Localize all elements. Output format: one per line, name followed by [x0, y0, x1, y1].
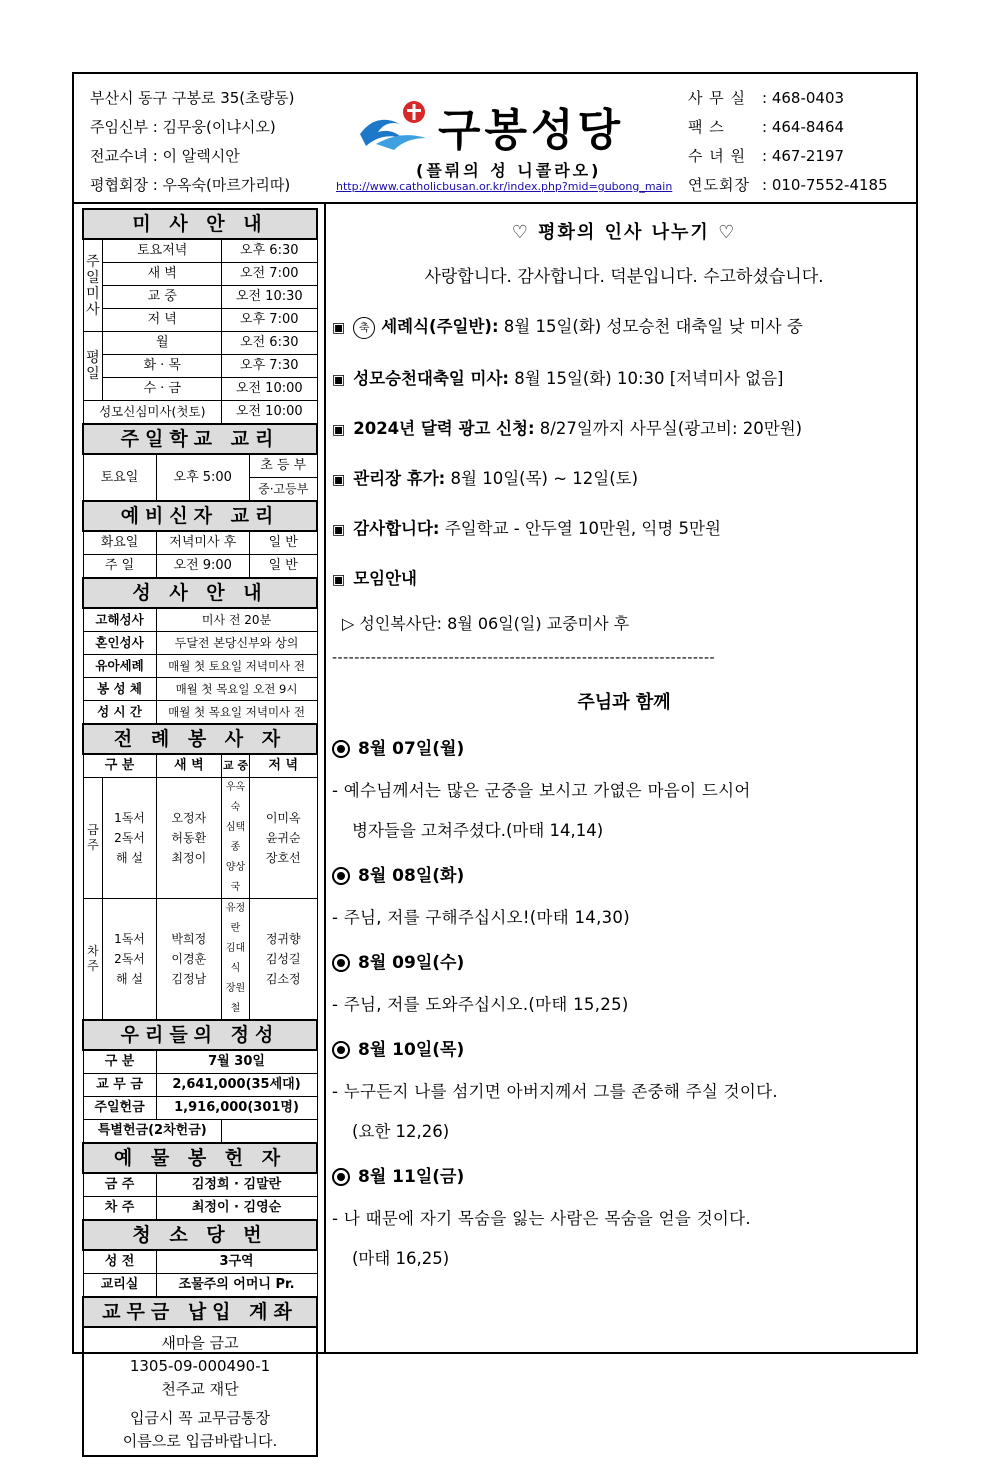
day-heading: 8월 08일(화) — [332, 861, 916, 886]
festival-icon: 축 — [353, 317, 375, 339]
account-box — [82, 1328, 318, 1457]
cleaning-title: 청 소 당 번 — [83, 1220, 317, 1250]
square-bullet-icon: ▣ — [332, 371, 346, 388]
account-title: 교무금 납입 계좌 — [83, 1297, 317, 1327]
church-name: 구봉성당 — [438, 105, 625, 156]
weekday-mass-label: 평일 — [83, 332, 103, 401]
contacts — [688, 84, 888, 200]
sister: 전교수녀 : 이 알렉시안 — [90, 147, 240, 165]
right-column — [332, 208, 916, 1269]
day-heading: 8월 10일(목) — [332, 1035, 916, 1060]
council-president: 평협회장 : 우옥숙(마르가리따) — [90, 176, 291, 194]
servers-roles: 1독서 2독서 해 설 — [103, 778, 156, 899]
announcement-assumption: ▣ 성모승천대축일 미사: 8월 15일(화) 10:30 [저녁미사 없음] — [332, 368, 784, 388]
deposit-note-1: 입금시 꼭 교무금통장 — [130, 1409, 270, 1427]
sacraments-title: 성 사 안 내 — [83, 578, 317, 608]
servers-title: 전 례 봉 사 자 — [83, 724, 317, 754]
circle-bullet-icon — [332, 954, 350, 972]
verse-line: (요한 12,26) — [352, 1121, 450, 1141]
sunday-school-title: 주일학교 교리 — [83, 424, 317, 454]
greeting-title: ♡ 평화의 인사 나누기 ♡ — [511, 222, 737, 243]
address: 부산시 동구 구봉로 35(초량동) — [90, 89, 295, 107]
circle-bullet-icon — [332, 740, 350, 758]
verse-line: - 나 때문에 자기 목숨을 잃는 사람은 목숨을 얻을 것이다. — [332, 1208, 751, 1228]
donors-title: 예 물 봉 헌 자 — [83, 1143, 317, 1173]
dashed-divider: --------------------------------------------------------------------- — [332, 649, 716, 666]
account-holder: 천주교 재단 — [161, 1380, 239, 1398]
square-bullet-icon: ▣ — [332, 320, 346, 336]
day-heading: 8월 09일(수) — [332, 948, 916, 973]
verse-line: 병자들을 고쳐주셨다.(마태 14,14) — [352, 820, 604, 840]
square-bullet-icon: ▣ — [332, 521, 346, 538]
header-info — [90, 84, 295, 200]
info-table: 미 사 안 내 주일미사 토요저녁 오후 6:30 새 벽 오전 7:00 교 중 오전 10:30 저 녁 오후 7:00 평일 월 오전 6:30 화 · 목 오후 7:30 수 · 금 오전 10:00 성모신심미사(첫토) 오전 10:00 주일학교 교리 토요일 오후 5:00 초 등 부 중·고등부 예비신자 교리 화요일 저녁미사 후 일 반 주 일 오전 9:00 일 반 성 사 안 내 고해성사 미사 전 20분 혼인성사 두달전 본당신부와 상의 유아세례 매월 첫 토요일 저녁미사 전 봉 성 체 매월 첫 목요일 오전 9시 성 시 간 매월 첫 목요일 저녁미사 전 전 례 봉 사 자 구 분 새 벽 교 중 저 녁 금주 1독서 2독서 해 설 오정자 허동환 최정이 우옥숙 심택종 양상국 이미옥 윤귀순 장호선 차주 1독서 2독서 해 설 박희정 이경훈 김정남 유정란 김대식 장원철 정귀향 김성길 김소정 우리들의 정성 구 분 7월 30일 교 무 금 2,641,000(35세대) 주일헌금 1,916,000(301명) 특별헌금(2차헌금) 예 물 봉 헌 자 금 주 김정희 · 김말란 차 주 최정이 · 김영순 청 소 당 번 성 전 3구역 교리실 조물주의 어머니 Pr. 교무금 납입 계좌 — [82, 208, 318, 1328]
offering-title: 우리들의 정성 — [83, 1020, 317, 1050]
verse-line: (마태 16,25) — [352, 1248, 450, 1268]
announcement-vacation: ▣ 관리장 휴가: 8월 10일(목) ~ 12일(토) — [332, 468, 639, 488]
square-bullet-icon: ▣ — [332, 421, 346, 438]
patron-saint: (플뤼의 성 니콜라오) — [416, 161, 602, 180]
announcement-calendar: ▣ 2024년 달력 광고 신청: 8/27일까지 사무실(광고비: 20만원) — [332, 418, 803, 438]
announcement-meetings: ▣ 모임안내 — [332, 568, 417, 588]
announcement-baptism: ▣ 축 세례식(주일반): 8월 15일(화) 성모승천 대축일 낮 미사 중 — [332, 313, 916, 339]
verse-line: - 예수님께서는 많은 군중을 보시고 가엾은 마음이 드시어 — [332, 780, 751, 800]
church-logo-icon — [356, 94, 442, 156]
circle-bullet-icon — [332, 867, 350, 885]
verse-line: - 주님, 저를 구해주십시오!(마태 14,30) — [332, 907, 630, 927]
verse-line: - 누구든지 나를 섬기면 아버지께서 그를 존중해 주실 것이다. — [332, 1081, 778, 1101]
bank-name: 새마을 금고 — [161, 1334, 239, 1352]
contact-convent: 수 녀 원 : 467-2197 — [688, 147, 845, 165]
square-bullet-icon: ▣ — [332, 471, 346, 488]
contact-president: 연도회장 : 010-7552-4185 — [688, 176, 888, 194]
deposit-note-2: 이름으로 입금바랍니다. — [122, 1432, 278, 1450]
day-heading: 8월 11일(금) — [332, 1162, 916, 1187]
catechumen-title: 예비신자 교리 — [83, 501, 317, 531]
meeting-item: ▷ 성인복사단: 8월 06일(일) 교중미사 후 — [342, 613, 630, 633]
account-number: 1305-09-000490-1 — [129, 1357, 271, 1375]
header — [74, 74, 916, 204]
left-column — [82, 208, 318, 1457]
day-heading: 8월 07일(월) — [332, 734, 916, 759]
announcement-thanks: ▣ 감사합니다: 주일학교 - 안두열 10만원, 익명 5만원 — [332, 518, 721, 538]
bulletin-frame — [72, 72, 918, 1450]
mass-title: 미 사 안 내 — [83, 209, 317, 239]
website-link[interactable]: http://www.catholicbusan.or.kr/index.php?mid=gubong_main — [336, 180, 673, 193]
pastor: 주임신부 : 김무웅(이냐시오) — [90, 118, 276, 136]
logo-block — [336, 88, 686, 198]
circle-bullet-icon — [332, 1041, 350, 1059]
circle-bullet-icon — [332, 1168, 350, 1186]
verse-line: - 주님, 저를 도와주십시오.(마태 15,25) — [332, 994, 629, 1014]
contact-office: 사 무 실 : 468-0403 — [688, 89, 845, 107]
square-bullet-icon: ▣ — [332, 571, 346, 588]
sunday-mass-label: 주일미사 — [83, 239, 103, 332]
section-title: 주님과 함께 — [577, 691, 671, 713]
greeting-text: 사랑합니다. 감사합니다. 덕분입니다. 수고하셨습니다. — [424, 267, 824, 287]
column-divider — [324, 202, 326, 1354]
contact-fax: 팩 스 : 464-8464 — [688, 118, 845, 136]
